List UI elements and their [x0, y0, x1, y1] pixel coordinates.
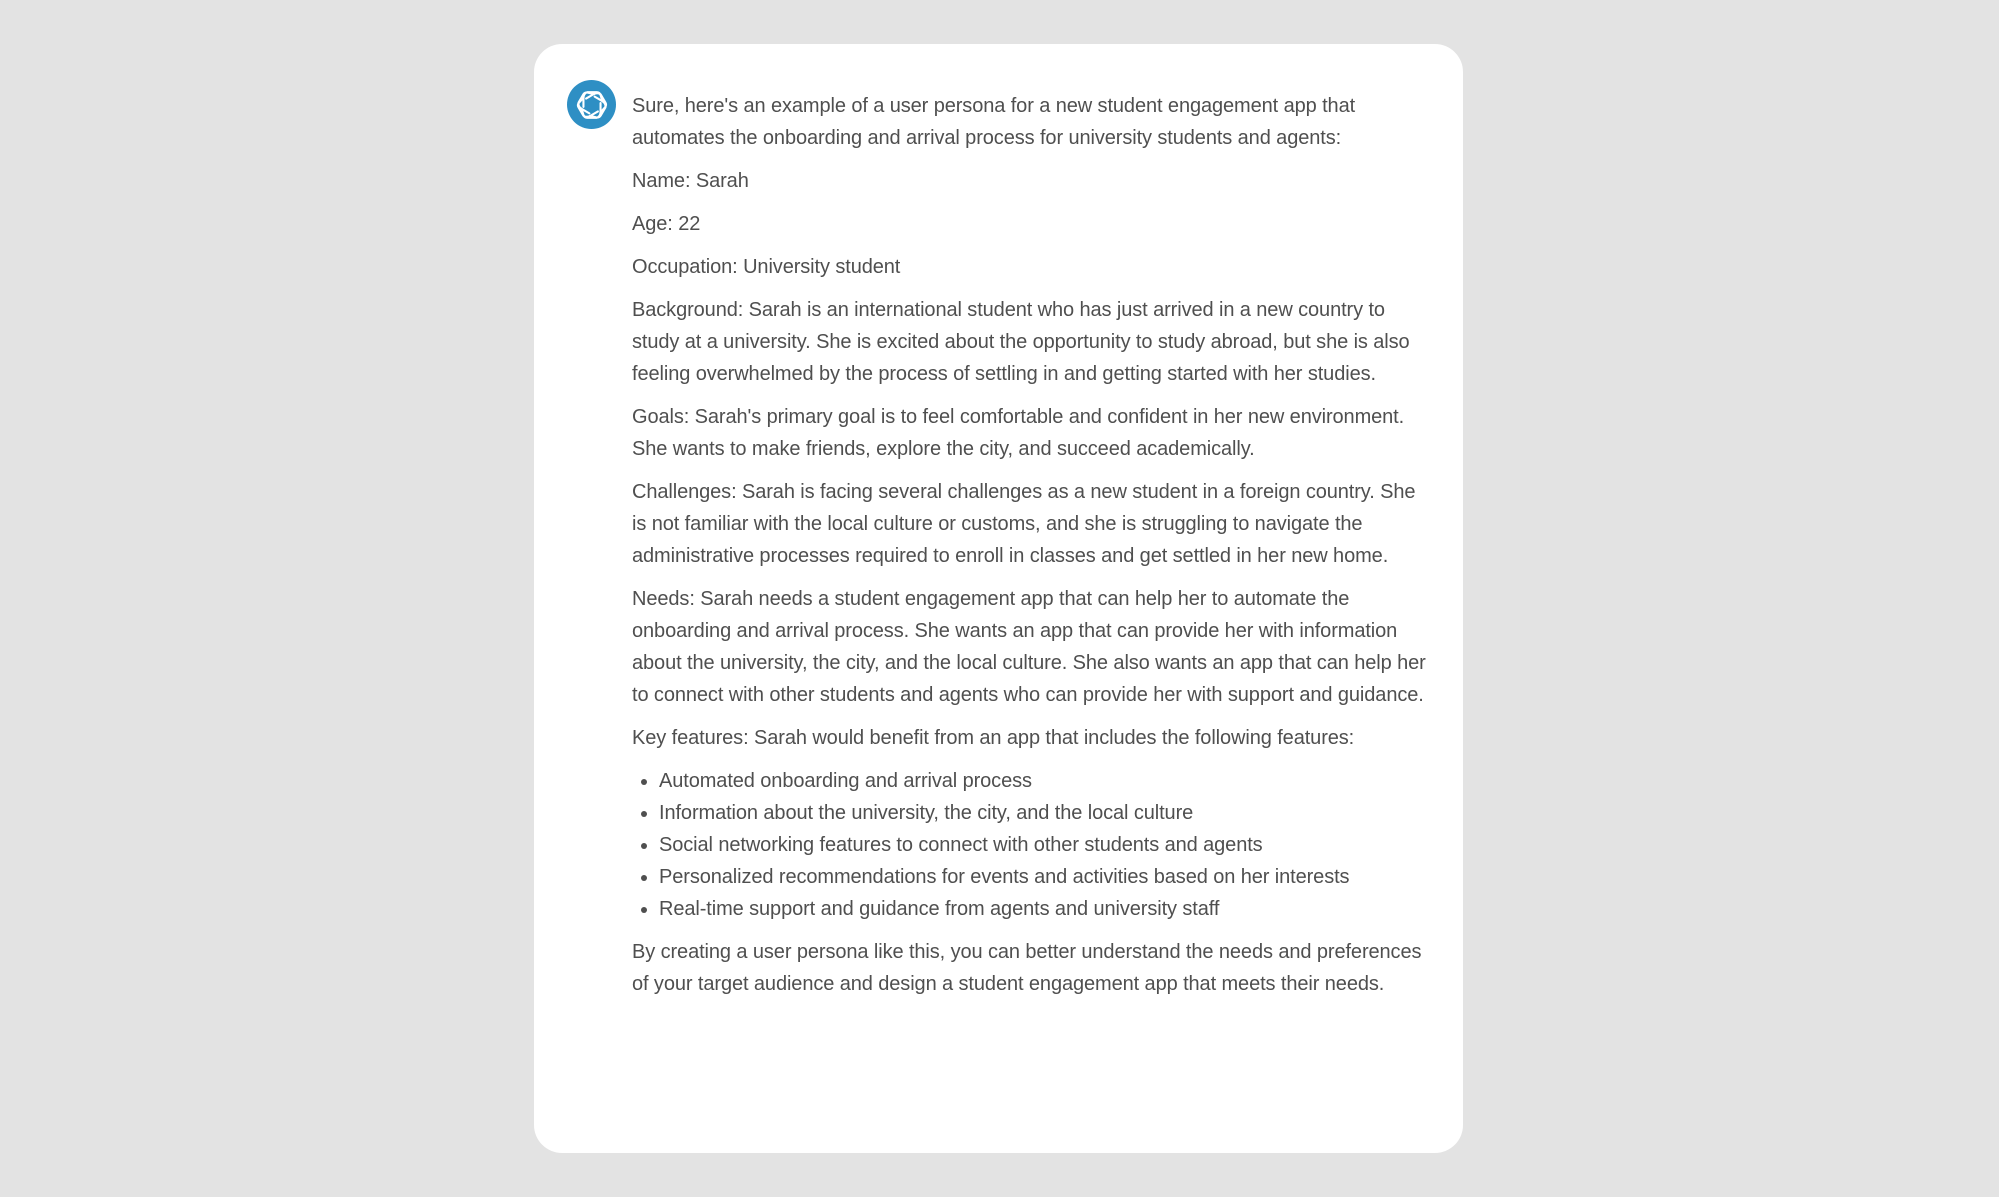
persona-needs: Needs: Sarah needs a student engagement app that can help her to automate the onboarding and arrival process. She wants an app that can provide her with information about the university, the city, and the local culture. She also wants an app that can help her to connect with other students and agents who can provide her with support and guidance.: [632, 588, 1426, 706]
persona-name: Name: Sarah: [632, 170, 749, 192]
persona-age: Age: 22: [632, 213, 701, 235]
feature-item: • Real-time support and guidance from agents and university staff: [659, 893, 1432, 925]
assistant-avatar: [567, 80, 616, 129]
conclusion-paragraph: By creating a user persona like this, you can better understand the needs and preferences of your target audience and design a student engagement app that meets their needs.: [632, 941, 1422, 995]
persona-challenges: Challenges: Sarah is facing several challenges as a new student in a foreign country. She is not familiar with the local culture or customs, and she is struggling to navigate the administrative processes required to enroll in classes and get settled in her new home.: [632, 481, 1416, 567]
features-list: [632, 765, 1432, 925]
feature-item: • Social networking features to connect with other students and agents: [659, 829, 1432, 861]
feature-item: • Information about the university, the city, and the local culture: [659, 797, 1432, 829]
persona-background: Background: Sarah is an international student who has just arrived in a new country to study at a university. She is excited about the opportunity to study abroad, but she is also feeling overwhelmed by the process of settling in and getting started with her studies.: [632, 299, 1410, 385]
persona-goals: Goals: Sarah's primary goal is to feel comfortable and confident in her new environment. She wants to make friends, explore the city, and succeed academically.: [632, 406, 1405, 460]
assistant-message-body: [632, 90, 1432, 1011]
key-features-intro: Key features: Sarah would benefit from an app that includes the following features:: [632, 727, 1355, 749]
persona-occupation: Occupation: University student: [632, 256, 901, 278]
feature-item: • Personalized recommendations for events and activities based on her interests: [659, 861, 1432, 893]
intro-paragraph: Sure, here's an example of a user persona for a new student engagement app that automates the onboarding and arrival process for university students and agents:: [632, 95, 1356, 149]
openai-logo-icon: [573, 86, 611, 124]
feature-item: • Automated onboarding and arrival process: [659, 765, 1432, 797]
chat-message-card: [534, 44, 1463, 1153]
